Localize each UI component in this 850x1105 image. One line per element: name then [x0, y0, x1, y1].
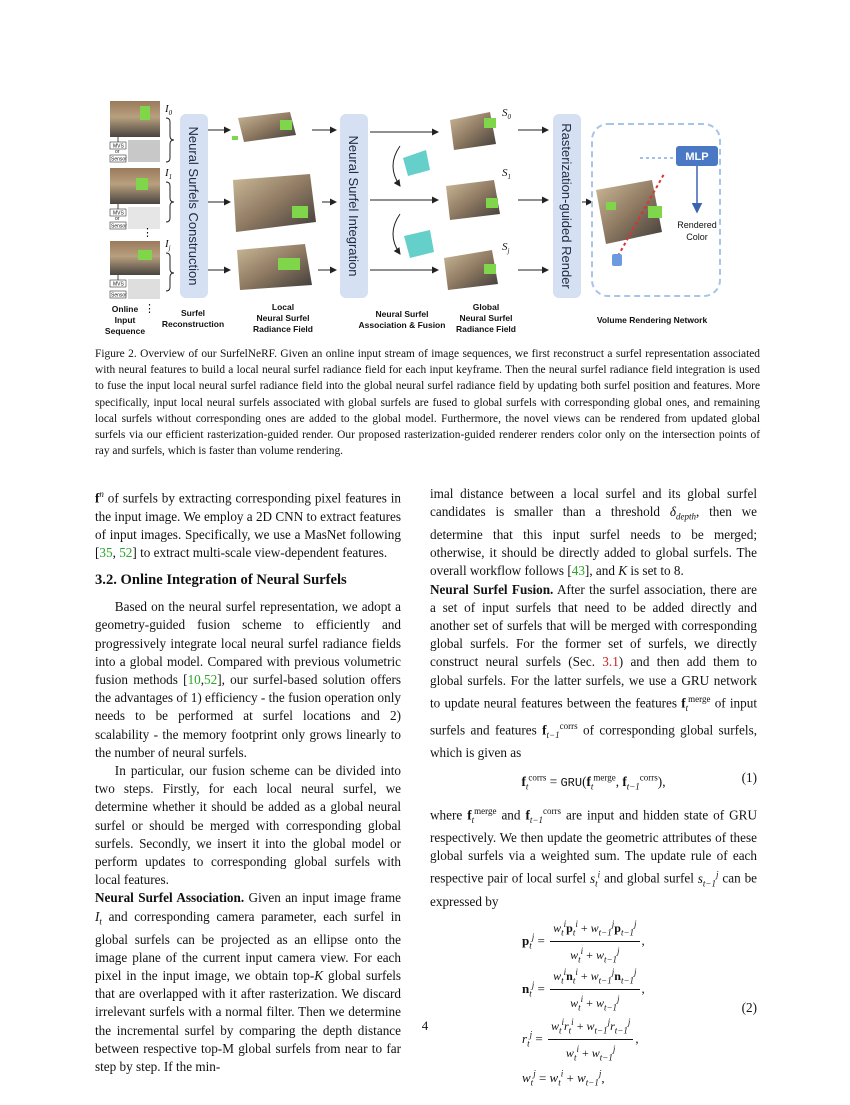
label-assoc-neural-surfel: Neural Surfel [375, 309, 429, 319]
left-paragraph-3: In particular, our fusion scheme can be divided into two steps. Firstly, for each local neural surfel, we determine whether it should be added as a global neural surfel or should be merged with corresponding global surfels. Secondly, we insert it into the global model or perform updates to corresponding global surfels with local features. [95, 763, 401, 888]
ellipsis-input-bottom: ⋮ [144, 303, 155, 315]
rendered-color-line1: Rendered [677, 220, 717, 230]
frame-label-j: $I_j$ [165, 238, 171, 252]
left-paragraph-4: Neural Surfel Association. Given an input image frame $I_t$ and corresponding camera parameter, each surfel in global surfels can be projected as an ellipse onto the image plane of the current input camera view. For each pixel in the input image, we obtain top-K global surfels that are overlapped with it after rasterization. We discard irrelevant surfels with a normal filter. Then we determine the incremental surfel by comparing the depth distance between respective top-M global surfels from near to far step by step. If the min- [95, 890, 402, 1074]
label-surfel: Surfel [180, 308, 206, 318]
input-braces [166, 118, 174, 291]
label-volume-rendering-network: Volume Rendering Network [596, 315, 708, 325]
left-paragraph-1: $f^n$ of surfels by extracting corresponding pixel features in the input image. We employ a 2D CNN to extract features of input images. Specifically, we use a MasNet following [35, 52] to extract multi-scale view-dependent features. [95, 489, 401, 560]
right-column [430, 485, 757, 1105]
depth-map-0 [128, 140, 160, 162]
mvs-label: MVS [113, 281, 124, 288]
local-field-j [237, 244, 312, 290]
local-field-1 [233, 174, 316, 232]
sensor-label: Sensor [111, 292, 127, 299]
citation-52-b[interactable]: 52 [204, 672, 218, 688]
local-field-0 [232, 112, 296, 142]
label-local-radiance-field: Radiance Field [253, 324, 313, 334]
camera-icon [612, 254, 622, 266]
or-label: or [115, 216, 120, 222]
label-local: Local [271, 302, 295, 312]
label-sequence: Sequence [104, 326, 146, 336]
label-input: Input [114, 315, 136, 325]
right-paragraph-1: imal distance between a local surfel and its global surfel candidates is smaller than a threshold $\delta_{depth}$, then we determine that this input surfel needs to be merged; otherwise, it should be directly added to global surfels. The overall workflow follows [43], and K is set to 8. [430, 486, 757, 579]
equation-1-number: (1) [741, 769, 757, 785]
section-heading: 3.2. Online Integration of Neural Surfels [95, 572, 347, 589]
figure-caption: Figure 2. Overview of our SurfelNeRF. Given an online input stream of image sequences, we first reconstruct a surfel representation associated with neural features to build a local neural surfel radiance field for each input keyframe. Then the neural surfel radiance field integration is used to fuse the input local neural surfel radiance field into the global neural surfel radiance field by updating both surfel position and features. More specifically, input local neural surfels associated with global surfels are fused to global surfels with corresponding global ones, and remaining local surfels without corresponding ones are added to the global model. Furthermore, the novel views can be rendered from updated global surfels via our efficient rasterization-guided render. Our proposed rasterization-guided renderer renders color only on the intersection points of ray and surfels, which is faster than volume rendering. [95, 348, 760, 458]
mvs-label: MVS [113, 143, 124, 150]
input-frame-j [110, 241, 160, 275]
global-field-0 [450, 112, 496, 150]
section-ref-3-1[interactable]: 3.1 [602, 654, 619, 670]
global-label-1: $S_1$ [502, 167, 511, 181]
mlp-label: MLP [685, 151, 709, 163]
right-paragraph-3: where $f_t^{merge}$ and $f_{t-1}^{corrs}$ are input and hidden state of GRU respectively. We then update the geometric attributes of these global surfels via a weighted sum. The update rule of each respective pair of local surfel $s_t^i$ and global surfel $s_{t-1}^j$ can be expressed by [430, 805, 758, 909]
left-column [95, 485, 401, 1076]
associated-surfels-j [404, 230, 434, 258]
global-field-1 [446, 180, 500, 220]
sensor-label: Sensor [111, 156, 127, 163]
global-field-j [444, 250, 498, 290]
input-frame-0 [110, 101, 160, 137]
citation-52[interactable]: 52 [119, 545, 133, 560]
page-number: 4 [421, 1018, 429, 1033]
input-frame-1 [110, 168, 160, 204]
label-global-neural-surfel: Neural Surfel [459, 313, 513, 323]
label-local-neural-surfel: Neural Surfel [256, 313, 310, 323]
left-paragraph-2: Based on the neural surfel representation, we adopt a geometry-guided fusion scheme to efficiently and progressively integrate local neural surfel radiance fields into a global model. Compared with previous volumetric fusion methods [10,52], our surfel-based solution offers the advantages of 1) efficiency - the fusion operation only needs to be performed at surfel locations and 2) scalability - the memory footprint only grows linearly to the number of neural surfels. [95, 599, 401, 760]
depth-map-j [128, 279, 160, 299]
sensor-label: Sensor [111, 223, 127, 230]
equation-2-number: (2) [741, 999, 757, 1015]
citation-43[interactable]: 43 [571, 563, 585, 579]
label-online: Online [111, 304, 139, 314]
global-label-0: $S_0$ [502, 107, 511, 121]
label-global-radiance-field: Radiance Field [456, 324, 516, 334]
equation-2: $p_t^j$ = $\frac{w_t^ip_t^i + w_{t-1}^jp_{t-1}^j}{w_t^i + w_{t-1}^j}$ , $n_t^j$ = $\frac{w_t^in_t^i + w_{t-1}^jn_{t-1}^j}{w_t^i + w_{t-1}^j}$ , $r_t^j$ = $\frac{w_t^ir_t^i + w_{t-1}^jr_{t-1}^j}{w_t^i + w_{t-1}^j}$ , $w_t^j = w_t^i + w_{t-1}^j$, (2) [430, 915, 757, 1105]
stage-render-label: Rasterization-guided Render [559, 123, 574, 289]
stage-integration-label: Neural Surfel Integration [346, 135, 361, 277]
frame-label-1: $I_1$ [165, 167, 173, 181]
right-paragraph-2: Neural Surfel Fusion. After the surfel association, there are a set of input surfels that need to be added directly and another set of surfels that will be merged with corresponding global surfels. For the former set of surfels, we directly construct neural surfels (Sec. 3.1) and then add them to global surfels. For the latter surfels, we use a GRU network to update neural features between the features $f_t^{merge}$ of input surfels and features $f_{t-1}^{corrs}$ of corresponding global surfels, which is given as [430, 581, 757, 761]
citation-35[interactable]: 35 [99, 545, 113, 560]
label-reconstruction: Reconstruction [161, 319, 225, 329]
rendered-color-line2: Color [686, 232, 708, 242]
mvs-label: MVS [113, 210, 124, 217]
global-label-j: $S_j$ [502, 241, 510, 255]
ellipsis-input-column: ⋮ [142, 227, 153, 239]
associated-surfels-1 [403, 150, 430, 176]
frame-label-0: $I_0$ [165, 103, 173, 117]
figure-2-overview [0, 0, 850, 345]
or-label: or [115, 149, 120, 155]
label-assoc-fusion: Association & Fusion [358, 320, 446, 330]
label-global: Global [472, 302, 500, 312]
depth-map-1 [128, 207, 160, 229]
citation-10[interactable]: 10 [187, 672, 201, 688]
equation-1: $f_t^{corrs} = GRU(f_t^{merge}$, $f_{t-1}^{corrs}$), (1) [521, 769, 757, 792]
stage-construction-label: Neural Surfels Construction [186, 126, 201, 286]
